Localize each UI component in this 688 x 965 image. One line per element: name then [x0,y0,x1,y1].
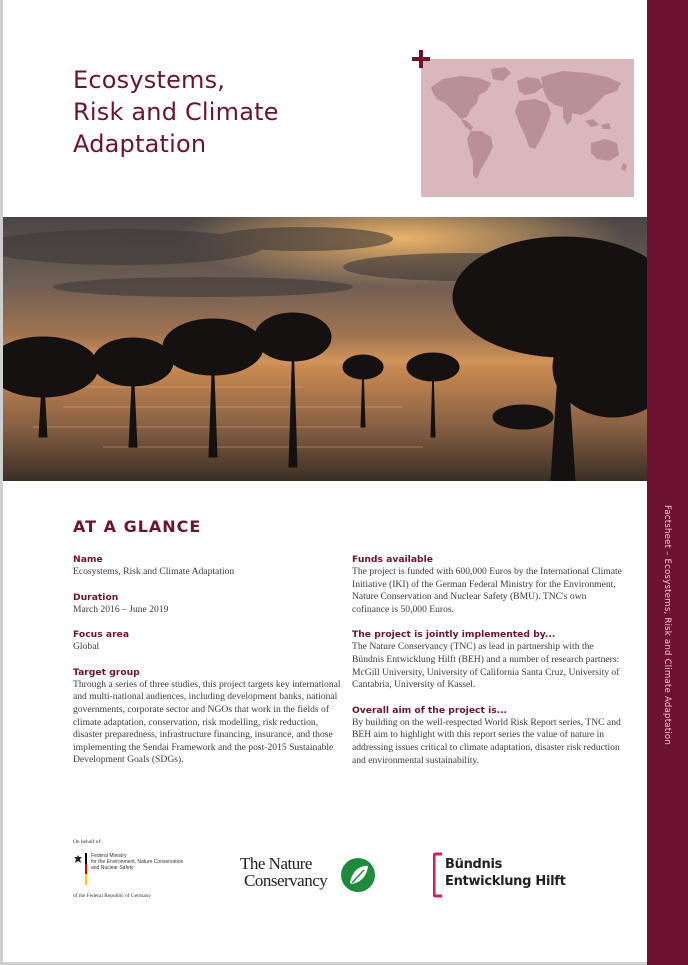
info-block-overall-aim [352,704,622,767]
title-line-2: Risk and Climate [73,98,279,126]
beh-logo [433,850,573,900]
ministry-name [91,853,211,871]
info-block-duration [73,591,343,617]
tnc-wordmark [240,855,327,889]
beh-line-2: Entwicklung Hilft [445,874,566,889]
on-behalf-label: On behalf of: [73,839,102,845]
info-label: Overall aim of the project is... [352,704,508,716]
oak-leaf-icon [340,857,376,893]
info-block-target-group [73,666,343,767]
republic-label: of the Federal Republic of Germany [73,893,151,899]
title-line-3: Adaptation [73,130,207,158]
info-value: March 2016 – June 2019 [73,603,169,615]
info-block-name [73,553,343,579]
bracket-icon [433,852,443,898]
info-block-focus-area [73,628,343,654]
info-label: Focus area [73,629,130,641]
info-value: The Nature Conservancy (TNC) as lead in partnership with the Bündnis Entwicklung Hilft (BEH) and a number of research partners: McGill University, University of California Santa Cruz, University of Cantabria, University of Kassel. [352,641,620,691]
info-block-implementers [352,628,622,691]
ministry-line: Federal Ministry [91,853,127,859]
title-line-1: Ecosystems, [73,66,226,94]
german-flag-icon [85,853,87,885]
info-label: Name [73,554,103,565]
right-column [352,553,622,779]
tnc-line-2: Conservancy [244,871,328,890]
info-label: Target group [73,666,140,678]
beh-line-1: Bündnis [445,857,503,872]
section-heading: AT A GLANCE [73,517,202,536]
info-value: By building on the well-respected World Risk Report series, TNC and BEH aim to highlight with this report series the value of nature in addressing issues critical to climate adaptation, disaster risk reduction and environmental sustainability. [352,716,621,766]
tnc-logo [240,855,380,897]
plus-icon [412,50,430,68]
left-column [73,553,343,779]
info-label: Duration [73,591,119,603]
hero-photo-mangroves [3,217,647,481]
eagle-icon [73,854,83,864]
info-label: Funds available [352,554,433,565]
info-block-funds [352,553,622,616]
info-value: Ecosystems, Risk and Climate Adaptation [73,566,235,577]
tnc-line-1: The Nature [240,854,312,873]
ministry-line: for the Environment, Nature Conservation [91,859,184,865]
side-band [647,0,688,965]
info-value: Global [73,641,100,653]
world-map-icon [421,59,634,197]
info-value: The project is funded with 600,000 Euros by the International Climate Initiative (IKI) of the German Federal Ministry for the Environment, Nature Conservation and Nuclear Safety (BMU). TNC's own cofinance is 50,000 Euros. [352,566,622,615]
beh-wordmark [445,856,566,890]
page-title [73,64,279,160]
info-label: The project is jointly implemented by... [352,629,556,641]
ministry-line: and Nuclear Safety [91,865,134,871]
info-value: Through a series of three studies, this project targets key international and multi-national audiences, including development banks, national governments, corporate sector and NGOs that work in the fields of climate adaptation, conservation, risk modelling, risk reduction, disaster preparedness, infrastructure financing, insurance, and those implementing the Sendai Framework and the post-2015 Sustainable Development Goals (SDGs). [73,678,341,766]
side-label: Factsheet – Ecosystems, Risk and Climate Adaptation [662,504,672,746]
